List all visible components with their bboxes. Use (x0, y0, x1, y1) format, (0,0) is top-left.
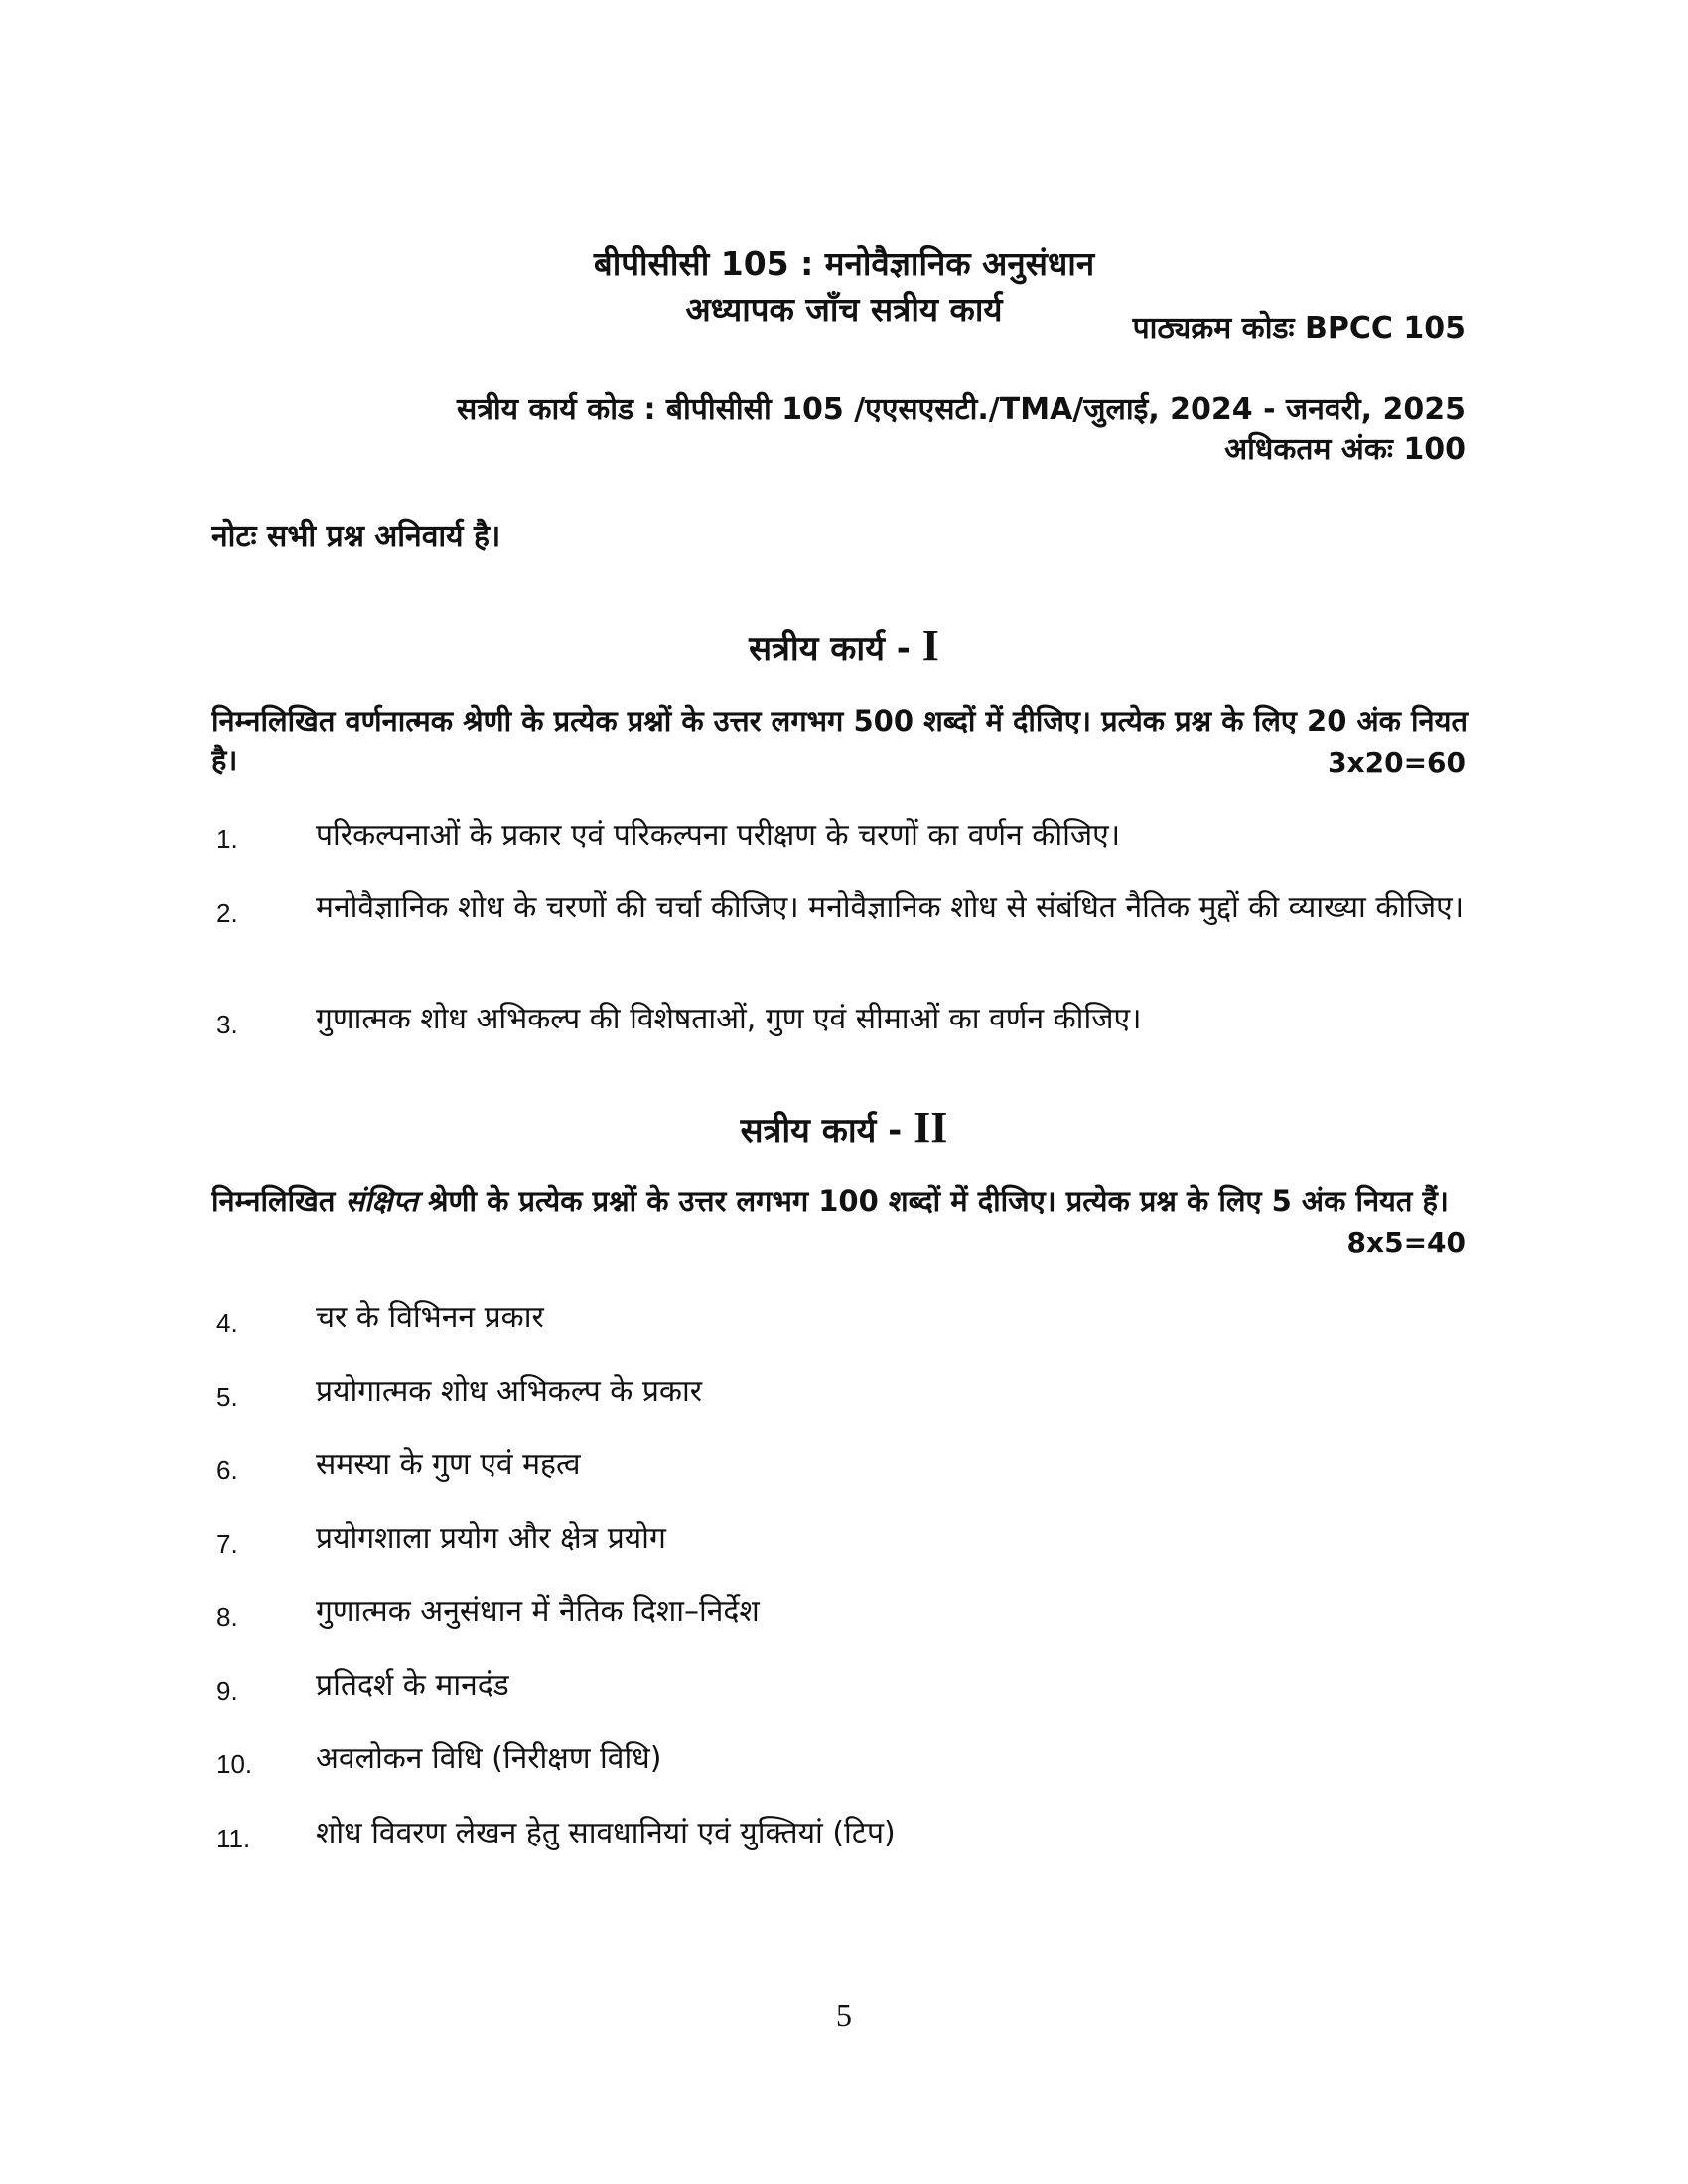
section-2-marks: 8x5=40 (1346, 1226, 1466, 1259)
section-1-instruction: निम्नलिखित वर्णनात्मक श्रेणी के प्रत्येक प्रश्नों के उत्तर लगभग 500 शब्दों में दीजिए। प्रत्येक प्रश्न के लिए 20 अंक नियत है। (211, 704, 1468, 777)
question-text: चर के विभिनन प्रकार (316, 1300, 544, 1335)
question-number: 8. (216, 1602, 238, 1632)
section-1-title-prefix: सत्रीय कार्य - (749, 629, 911, 669)
max-marks: अधिकतम अंकः 100 (1224, 432, 1466, 467)
question-text: मनोवैज्ञानिक शोध के चरणों की चर्चा कीजिए। मनोवैज्ञानिक शोध से संबंधित नैतिक मुद्दों की व्याख्या कीजिए। (316, 890, 1465, 925)
question-number: 1. (216, 824, 238, 854)
section-2-instruction-before: निम्नलिखित (211, 1184, 336, 1218)
question-number: 6. (216, 1455, 238, 1485)
question-number: 11. (216, 1824, 251, 1853)
question-text: समस्या के गुण एवं महत्व (316, 1447, 581, 1482)
document-title: बीपीसीसी 105 : मनोवैज्ञानिक अनुसंधान (593, 244, 1095, 283)
section-1-title-roman: I (921, 621, 939, 670)
section-2-instruction-italic: संक्षिप्त (345, 1184, 418, 1218)
question-text: गुणात्मक शोध अभिकल्प की विशेषताओं, गुण एवं सीमाओं का वर्णन कीजिए। (316, 1002, 1142, 1036)
question-number: 7. (216, 1529, 238, 1559)
question-number: 4. (216, 1308, 238, 1338)
section-1-marks: 3x20=60 (1328, 747, 1466, 779)
question-number: 9. (216, 1676, 238, 1706)
question-number: 5. (216, 1382, 238, 1412)
section-1-title (0, 620, 1688, 671)
section-2-title (0, 1102, 1688, 1153)
question-text: अवलोकन विधि (निरीक्षण विधि) (316, 1741, 662, 1776)
course-code: पाठ्यक्रम कोडः BPCC 105 (1132, 311, 1466, 345)
question-text: प्रतिदर्श के मानदंड (316, 1668, 509, 1703)
question-number: 3. (216, 1010, 238, 1039)
page-number: 5 (836, 1997, 852, 2033)
note: नोटः सभी प्रश्न अनिवार्य है। (211, 519, 501, 554)
question-text: परिकल्पनाओं के प्रकार एवं परिकल्पना परीक्षण के चरणों का वर्णन कीजिए। (316, 818, 1121, 853)
document-subtitle: अध्यापक जाँच सत्रीय कार्य (685, 290, 1003, 329)
question-text: गुणात्मक अनुसंधान में नैतिक दिशा–निर्देश (316, 1594, 760, 1629)
question-text: शोध विवरण लेखन हेतु सावधानियां एवं युक्तियां (टिप) (316, 1816, 896, 1850)
question-number: 2. (216, 898, 238, 928)
section-2-title-prefix: सत्रीय कार्य - (740, 1111, 903, 1151)
section-2-instruction (211, 1181, 1468, 1221)
question-text: प्रयोगात्मक शोध अभिकल्प के प्रकार (316, 1374, 702, 1409)
question-number: 10. (216, 1749, 253, 1779)
assignment-code: सत्रीय कार्य कोड : बीपीसीसी 105 /एएसएसटी./TMA/जुलाई, 2024 - जनवरी, 2025 (457, 392, 1466, 427)
section-2-instruction-after: श्रेणी के प्रत्येक प्रश्नों के उत्तर लगभग 100 शब्दों में दीजिए। प्रत्येक प्रश्न के लिए 5 अंक नियत हैं। (428, 1184, 1449, 1218)
section-2-title-roman: II (914, 1103, 948, 1152)
question-text: प्रयोगशाला प्रयोग और क्षेत्र प्रयोग (316, 1521, 666, 1556)
